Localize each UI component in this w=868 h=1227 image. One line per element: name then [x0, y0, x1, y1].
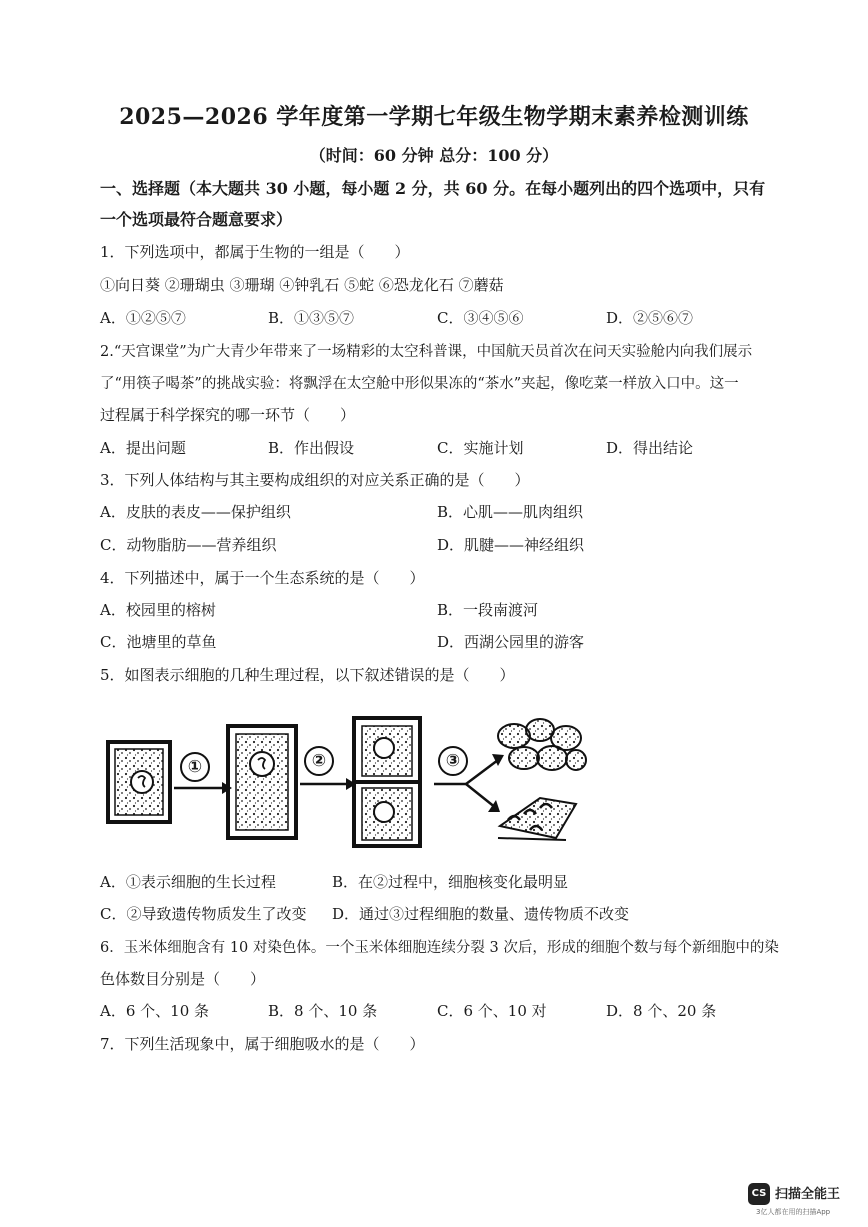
q3-option-c: C．动物脂肪——营养组织: [100, 536, 277, 554]
q1-stem: 1．下列选项中，都属于生物的一组是（ ）: [100, 243, 410, 261]
q1-option-d: D．②⑤⑥⑦: [606, 309, 694, 327]
q4-option-d: D．西湖公园里的游客: [437, 633, 585, 651]
tissue-cluster-bottom-icon: [498, 798, 576, 840]
q2-line2: 了“用筷子喝茶”的挑战实验：将飘浮在太空舱中形似果冻的“茶水”夹起，像吃菜一样放入口中。这一: [100, 376, 739, 392]
q7-stem: 7．下列生活现象中，属于细胞吸水的是（ ）: [100, 1035, 425, 1053]
q1-items: ①向日葵 ②珊瑚虫 ③珊瑚 ④钟乳石 ⑤蛇 ⑥恐龙化石 ⑦蘑菇: [100, 276, 504, 294]
camscanner-logo-icon: CS: [748, 1183, 770, 1205]
q4-option-c: C．池塘里的草鱼: [100, 633, 217, 651]
q5-option-c: C．②导致遗传物质发生了改变: [100, 905, 307, 923]
q1-option-a: A．①②⑤⑦: [100, 309, 186, 327]
q3-stem: 3．下列人体结构与其主要构成组织的对应关系正确的是（ ）: [100, 471, 530, 489]
q2-option-a: A．提出问题: [100, 439, 186, 457]
section-heading-line2: 一个选项最符合题意要求）: [100, 210, 293, 229]
exam-title: 2025—2026 学年度第一学期七年级生物学期末素养检测训练: [119, 104, 749, 130]
tissue-cluster-top-icon: [498, 719, 586, 770]
q6-line1: 6．玉米体细胞含有 10 对染色体。一个玉米体细胞连续分裂 3 次后，形成的细胞个数与每个新细胞中的染: [100, 940, 779, 956]
q2-line3: 过程属于科学探究的哪一环节（ ）: [100, 406, 356, 424]
q6-option-a: A．6 个、10 条: [100, 1002, 209, 1020]
q4-option-b: B．一段南渡河: [437, 601, 539, 619]
cell-diagram-svg: [100, 708, 590, 850]
watermark-app-name: 扫描全能王: [775, 1187, 841, 1202]
divided-cells-icon: [354, 718, 420, 846]
q5-option-a: A．①表示细胞的生长过程: [100, 873, 276, 891]
grown-cell-icon: [228, 726, 296, 838]
q2-line1: 2.“天宫课堂”为广大青少年带来了一场精彩的太空科普课，中国航天员首次在问天实验舱内向我们展示: [100, 344, 753, 360]
step-3-label: ③: [438, 746, 468, 776]
exam-subtitle: （时间：60 分钟 总分：100 分）: [309, 146, 559, 165]
watermark-tagline: 3亿人都在用的扫描App: [756, 1208, 831, 1216]
q3-option-b: B．心肌——肌肉组织: [437, 503, 584, 521]
q6-option-d: D．8 个、20 条: [606, 1002, 717, 1020]
q5-stem: 5．如图表示细胞的几种生理过程，以下叙述错误的是（ ）: [100, 666, 515, 684]
q4-stem: 4．下列描述中，属于一个生态系统的是（ ）: [100, 569, 425, 587]
step-1-label: ①: [180, 752, 210, 782]
q6-option-b: B．8 个、10 条: [268, 1002, 378, 1020]
q5-option-b: B．在②过程中，细胞核变化最明显: [332, 873, 569, 891]
q6-option-c: C．6 个、10 对: [437, 1002, 547, 1020]
q4-option-a: A．校园里的榕树: [100, 601, 216, 619]
q2-option-d: D．得出结论: [606, 439, 694, 457]
q6-line2: 色体数目分别是（ ）: [100, 970, 266, 988]
q3-option-a: A．皮肤的表皮——保护组织: [100, 503, 291, 521]
q1-option-c: C．③④⑤⑥: [437, 309, 524, 327]
q2-option-b: B．作出假设: [268, 439, 355, 457]
q5-option-d: D．通过③过程细胞的数量、遗传物质不改变: [332, 905, 630, 923]
small-cell-icon: [108, 742, 170, 822]
q2-option-c: C．实施计划: [437, 439, 524, 457]
step-2-label: ②: [304, 746, 334, 776]
section-heading-line1: 一、选择题（本大题共 30 小题，每小题 2 分，共 60 分。在每小题列出的四个选项中，只有: [100, 179, 766, 198]
scanner-watermark: [748, 1180, 848, 1220]
q1-option-b: B．①③⑤⑦: [268, 309, 355, 327]
q3-option-d: D．肌腱——神经组织: [437, 536, 585, 554]
cell-process-diagram: [100, 708, 590, 850]
